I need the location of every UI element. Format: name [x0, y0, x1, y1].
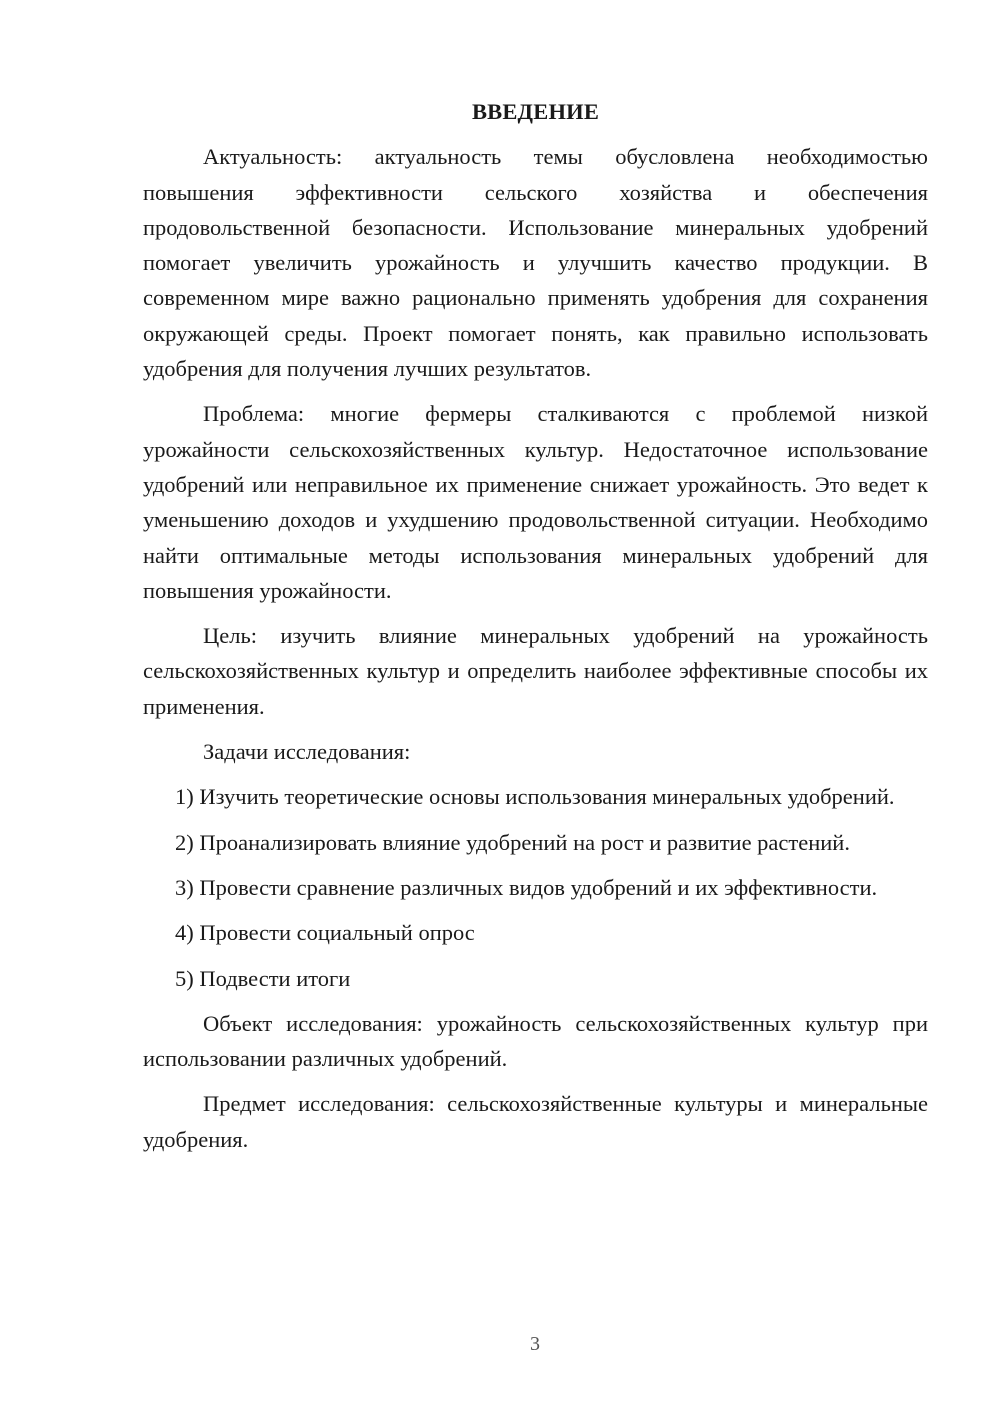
problem-paragraph: Проблема: многие фермеры сталкиваются с проблемой низкой урожайности сельскохозяйственных культур. Недостаточное использование удобрений или неправильное их применение снижает урожайность. Это ведет к уменьшению доходов и ухудшению продовольственной ситуации. Необходимо найти оптимальные методы использования минеральных удобрений для повышения урожайности.	[143, 401, 928, 603]
page-body	[143, 94, 928, 1167]
task-item: 2) Проанализировать влияние удобрений на рост и развитие растений.	[175, 829, 850, 855]
object-paragraph: Объект исследования: урожайность сельскохозяйственных культур при использовании различных удобрений.	[143, 1010, 928, 1072]
task-item: 4) Провести социальный опрос	[175, 920, 475, 946]
tasks-heading: Задачи исследования:	[203, 739, 411, 765]
page-number: 3	[530, 1333, 540, 1355]
task-item: 5) Подвести итоги	[175, 965, 351, 991]
task-item: 1) Изучить теоретические основы использования минеральных удобрений.	[175, 784, 895, 810]
subject-paragraph: Предмет исследования: сельскохозяйственные культуры и минеральные удобрения.	[143, 1091, 928, 1152]
section-title: ВВЕДЕНИЕ	[471, 99, 600, 124]
relevance-paragraph: Актуальность: актуальность темы обусловлена необходимостью повышения эффективности сельского хозяйства и обеспечения продовольственной безопасности. Использование минеральных удобрений помогает увеличить урожайность и улучшить качество продукции. В современном мире важно рационально применять удобрения для сохранения окружающей среды. Проект помогает понять, как правильно использовать удобрения для получения лучших результатов.	[143, 144, 928, 382]
task-item: 3) Провести сравнение различных видов удобрений и их эффективности.	[175, 874, 878, 900]
goal-paragraph: Цель: изучить влияние минеральных удобрений на урожайность сельскохозяйственных культур и определить наиболее эффективные способы их применения.	[143, 623, 928, 719]
